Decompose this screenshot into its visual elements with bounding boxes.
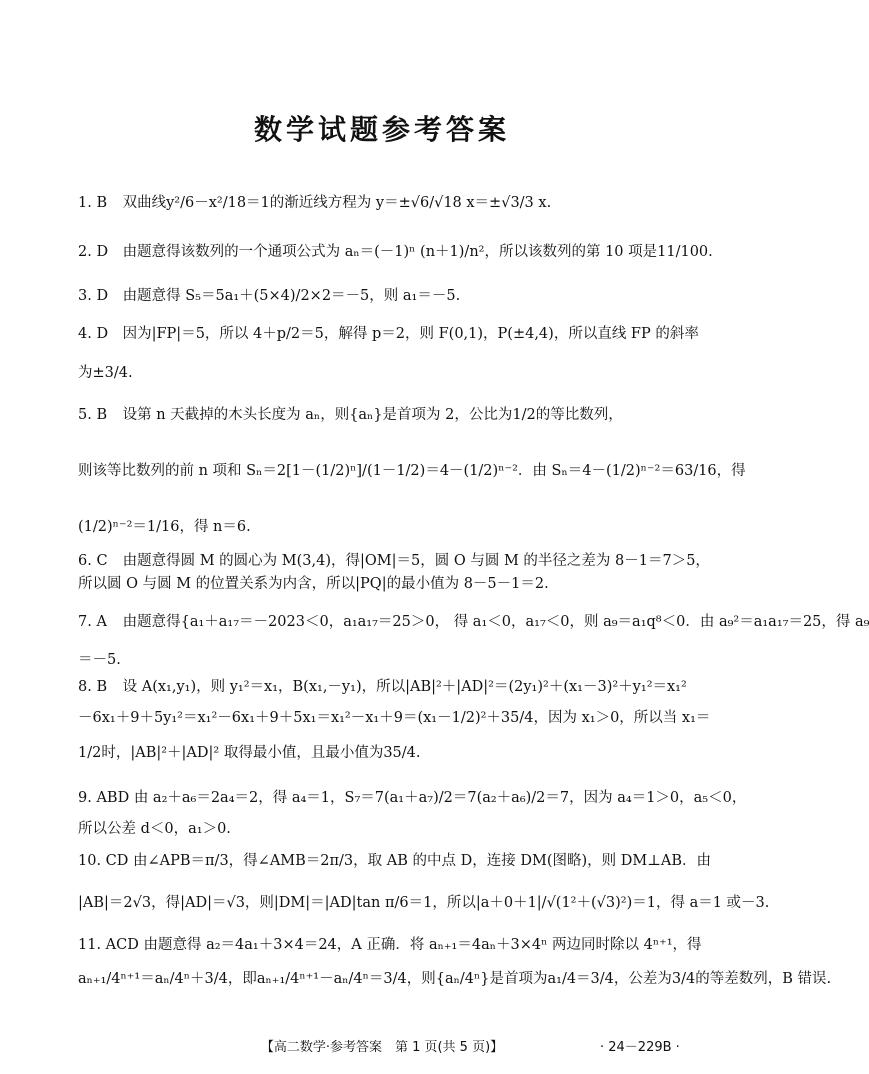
answer-line — [78, 787, 747, 809]
answer-line — [78, 850, 711, 872]
answer-text: 由题意得 S₅＝5a₁＋(5×4)/2×2＝－5，则 a₁＝－5. — [122, 288, 461, 304]
answer-line — [78, 573, 698, 595]
answer-text: (1/2)ⁿ⁻²＝1/16，得 n＝6. — [78, 519, 251, 535]
answer-line — [78, 892, 770, 914]
answer-text: 由题意得 a₂＝4a₁＋3×4＝24，A 正确．将 aₙ₊₁＝4aₙ＋3×4ⁿ 两边同时除以 4ⁿ⁺¹，得 — [143, 937, 702, 953]
answer-text: 所以公差 d＜0，a₁＞0. — [78, 821, 231, 837]
answer-line — [78, 285, 698, 307]
answer-text: 双曲线y²/6－x²/18＝1的渐近线方程为 y＝±√6/√18 x＝±√3/3 x. — [122, 195, 552, 211]
answer-number: 2. D — [78, 244, 109, 260]
answer-text: 由题意得该数列的一个通项公式为 aₙ＝(－1)ⁿ (n＋1)/n²，所以该数列的第 10 项是11/100. — [122, 244, 713, 260]
answer-text: 由∠APB＝π/3，得∠AMB＝2π/3，取 AB 的中点 D，连接 DM(图略)，则 DM⊥AB．由 — [133, 853, 711, 869]
answer-line — [78, 676, 698, 698]
answer-line — [78, 934, 702, 956]
answer-text: 设第 n 天截掉的木头长度为 aₙ，则{aₙ}是首项为 2，公比为1/2的等比数列， — [122, 407, 623, 423]
answer-line — [78, 818, 698, 840]
answer-line — [78, 707, 711, 729]
answer-number: 8. B — [78, 679, 108, 695]
answer-line — [78, 323, 698, 345]
answer-line — [78, 742, 698, 764]
answer-text: 由题意得圆 M 的圆心为 M(3,4)，得|OM|＝5，圆 O 与圆 M 的半径之差为 8－1＝7＞5， — [122, 553, 710, 569]
answer-text: ＝－5. — [78, 652, 121, 668]
answer-line — [78, 460, 746, 482]
answer-number: 9. ABD — [78, 790, 130, 806]
answer-text: 由 a₂＋a₆＝2a₄＝2，得 a₄＝1，S₇＝7(a₁＋a₇)/2＝7(a₂＋a₆)/2＝7，因为 a₄＝1＞0，a₅＜0， — [133, 790, 747, 806]
answer-text: 1/2时，|AB|²＋|AD|² 取得最小值，且最小值为35/4. — [78, 745, 421, 761]
answer-line — [78, 404, 698, 426]
answer-line — [78, 550, 710, 572]
answer-line — [78, 241, 713, 263]
answer-number: 5. B — [78, 407, 108, 423]
answer-line — [78, 516, 698, 538]
answer-text: 则该等比数列的前 n 项和 Sₙ＝2[1－(1/2)ⁿ]/(1－1/2)＝4－(1/2)ⁿ⁻²．由 Sₙ＝4－(1/2)ⁿ⁻²＝63/16，得 — [78, 463, 746, 479]
answer-text: 设 A(x₁,y₁)，则 y₁²＝x₁，B(x₁,－y₁)，所以|AB|²＋|AD|²＝(2y₁)²＋(x₁－3)²＋y₁²＝x₁² — [122, 679, 687, 695]
footer-code: · 24－229B · — [600, 1040, 680, 1055]
answer-text: 为±3/4. — [78, 365, 133, 381]
answer-line — [78, 362, 698, 384]
answer-text: |AB|＝2√3，得|AD|＝√3，则|DM|＝|AD|tan π/6＝1，所以|a＋0＋1|/√(1²＋(√3)²)＝1，得 a＝1 或－3. — [78, 895, 770, 911]
answer-text: 因为|FP|＝5，所以 4＋p/2＝5，解得 p＝2，则 F(0,1)，P(±4,4)，所以直线 FP 的斜率 — [122, 326, 699, 342]
answer-number: 11. ACD — [78, 937, 139, 953]
answer-text: aₙ₊₁/4ⁿ⁺¹＝aₙ/4ⁿ＋3/4，即aₙ₊₁/4ⁿ⁺¹－aₙ/4ⁿ＝3/4，则{aₙ/4ⁿ}是首项为a₁/4＝3/4，公差为3/4的等差数列，B 错误. — [78, 971, 832, 987]
answer-number: 10. CD — [78, 853, 129, 869]
answer-number: 1. B — [78, 195, 108, 211]
answer-line — [78, 649, 698, 671]
answer-text: －6x₁＋9＋5y₁²＝x₁²－6x₁＋9＋5x₁＝x₁²－x₁＋9＝(x₁－1/2)²＋35/4，因为 x₁＞0，所以当 x₁＝ — [78, 710, 711, 726]
answer-text: 所以圆 O 与圆 M 的位置关系为内含，所以|PQ|的最小值为 8－5－1＝2. — [78, 576, 549, 592]
answer-text: 由题意得{a₁＋a₁₇＝－2023＜0，a₁a₁₇＝25＞0， 得 a₁＜0，a₁₇＜0，则 a₉＝a₁q⁸＜0．由 a₉²＝a₁a₁₇＝25，得 a₉ — [122, 614, 869, 630]
answer-line — [78, 192, 698, 214]
page-title: 数学试题参考答案 — [253, 113, 510, 146]
answer-number: 6. C — [78, 553, 108, 569]
answer-number: 3. D — [78, 288, 109, 304]
answer-line — [78, 968, 832, 990]
answer-number: 7. A — [78, 614, 107, 630]
answer-line — [78, 611, 869, 633]
page-footer: 【高二数学·参考答案 第 1 页(共 5 页)】 — [260, 1040, 504, 1055]
answer-number: 4. D — [78, 326, 109, 342]
